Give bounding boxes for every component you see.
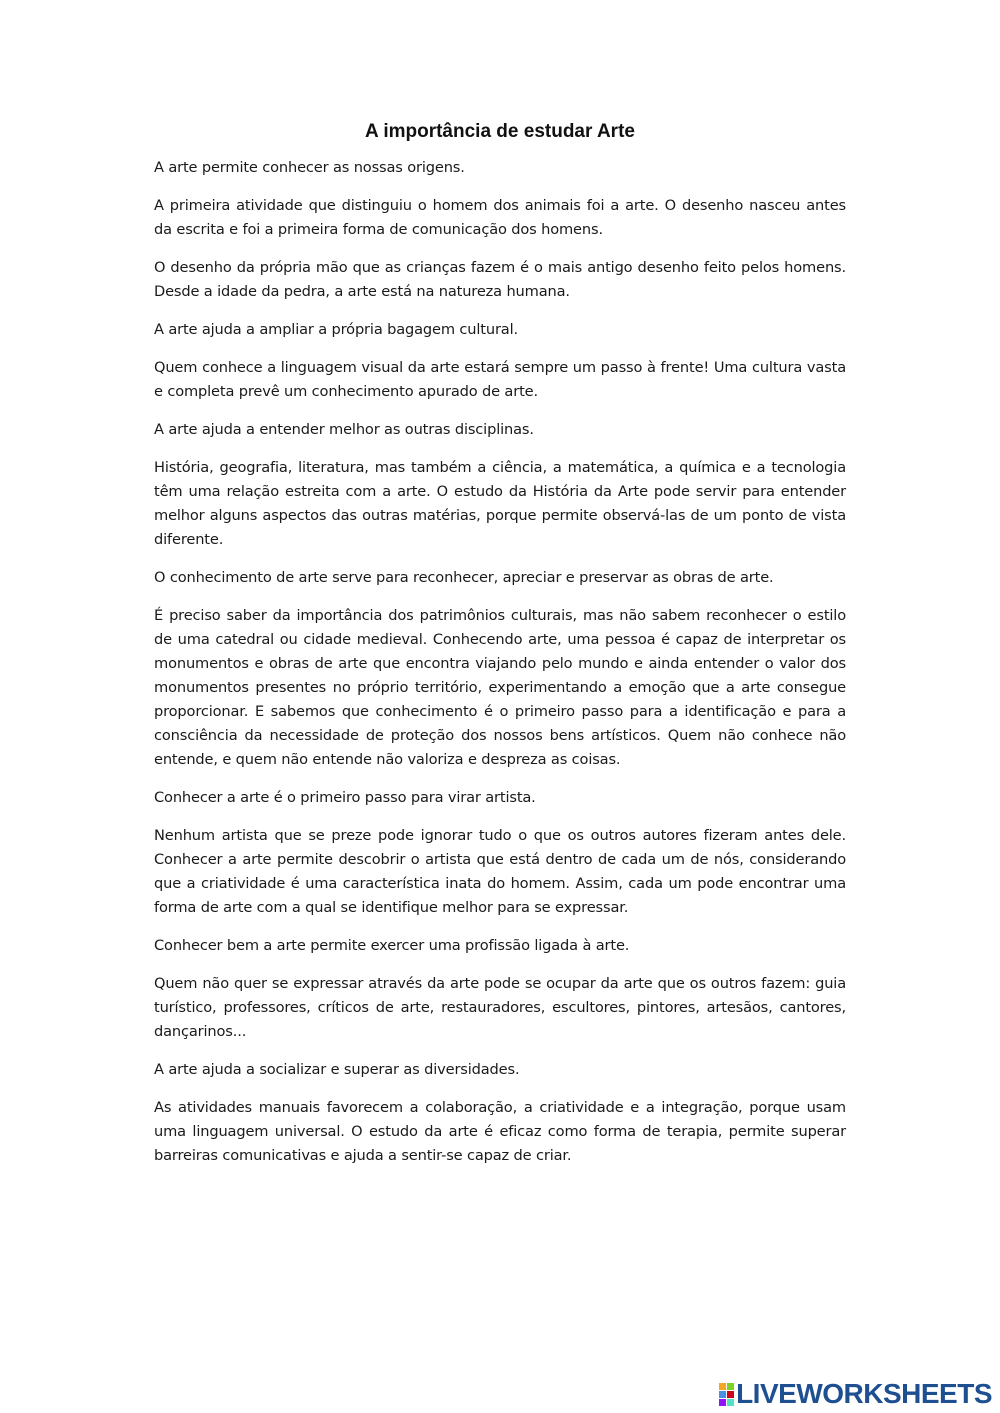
paragraph: É preciso saber da importância dos patrimônios culturais, mas não sabem reconhecer o estilo de uma catedral ou cidade medieval. Conhecendo arte, uma pessoa é capaz de interpretar os monumentos e obras de arte que encontra viajando pelo mundo e ainda entender o valor dos monumentos presentes no próprio território, experimentando a emoção que a arte consegue proporcionar. E sabemos que conhecimento é o primeiro passo para a identificação e para a consciência da necessidade de proteção dos nossos bens artísticos. Quem não conhece não entende, e quem não entende não valoriza e despreza as coisas. [154,607,846,768]
paragraph: O desenho da própria mão que as crianças fazem é o mais antigo desenho feito pelos homens. Desde a idade da pedra, a arte está na natureza humana. [154,259,846,300]
liveworksheets-wordmark: LIVEWORKSHEETS [736,1378,992,1409]
logo-square [727,1383,734,1390]
paragraph: A arte permite conhecer as nossas origens. [154,159,465,176]
logo-square [727,1399,734,1406]
paragraph: As atividades manuais favorecem a colaboração, a criatividade e a integração, porque usam uma linguagem universal. O estudo da arte é eficaz como forma de terapia, permite superar barreiras comunicativas e ajuda a sentir-se capaz de criar. [154,1099,846,1164]
paragraph: O conhecimento de arte serve para reconhecer, apreciar e preservar as obras de arte. [154,569,774,586]
paragraph: Nenhum artista que se preze pode ignorar tudo o que os outros autores fizeram antes dele. Conhecer a arte permite descobrir o artista que está dentro de cada um de nós, considerando que a criatividade é uma característica inata do homem. Assim, cada um pode encontrar uma forma de arte com a qual se identifique melhor para se expressar. [154,827,846,916]
worksheet-page [154,118,846,1182]
paragraph: Quem conhece a linguagem visual da arte estará sempre um passo à frente! Uma cultura vasta e completa prevê um conhecimento apurado de arte. [154,359,846,400]
logo-square [727,1391,734,1398]
logo-square [719,1399,726,1406]
liveworksheets-logo[interactable] [719,1379,992,1409]
paragraph: A arte ajuda a socializar e superar as diversidades. [154,1061,520,1078]
logo-square [719,1391,726,1398]
paragraph: Quem não quer se expressar através da arte pode se ocupar da arte que os outros fazem: guia turístico, professores, críticos de arte, restauradores, escultores, pintores, artesãos, cantores, dançarinos... [154,975,846,1040]
paragraph: A arte ajuda a ampliar a própria bagagem cultural. [154,321,518,338]
liveworksheets-logo-icon [719,1383,734,1406]
logo-square [719,1383,726,1390]
paragraph: História, geografia, literatura, mas também a ciência, a matemática, a química e a tecnologia têm uma relação estreita com a arte. O estudo da História da Arte pode servir para entender melhor alguns aspectos das outras matérias, porque permite observá-las de um ponto de vista diferente. [154,459,846,548]
paragraph: Conhecer a arte é o primeiro passo para virar artista. [154,789,536,806]
document-title: A importância de estudar Arte [365,121,635,142]
paragraph: A primeira atividade que distinguiu o homem dos animais foi a arte. O desenho nasceu antes da escrita e foi a primeira forma de comunicação dos homens. [154,197,846,238]
paragraph: Conhecer bem a arte permite exercer uma profissão ligada à arte. [154,937,630,954]
paragraph: A arte ajuda a entender melhor as outras disciplinas. [154,421,534,438]
